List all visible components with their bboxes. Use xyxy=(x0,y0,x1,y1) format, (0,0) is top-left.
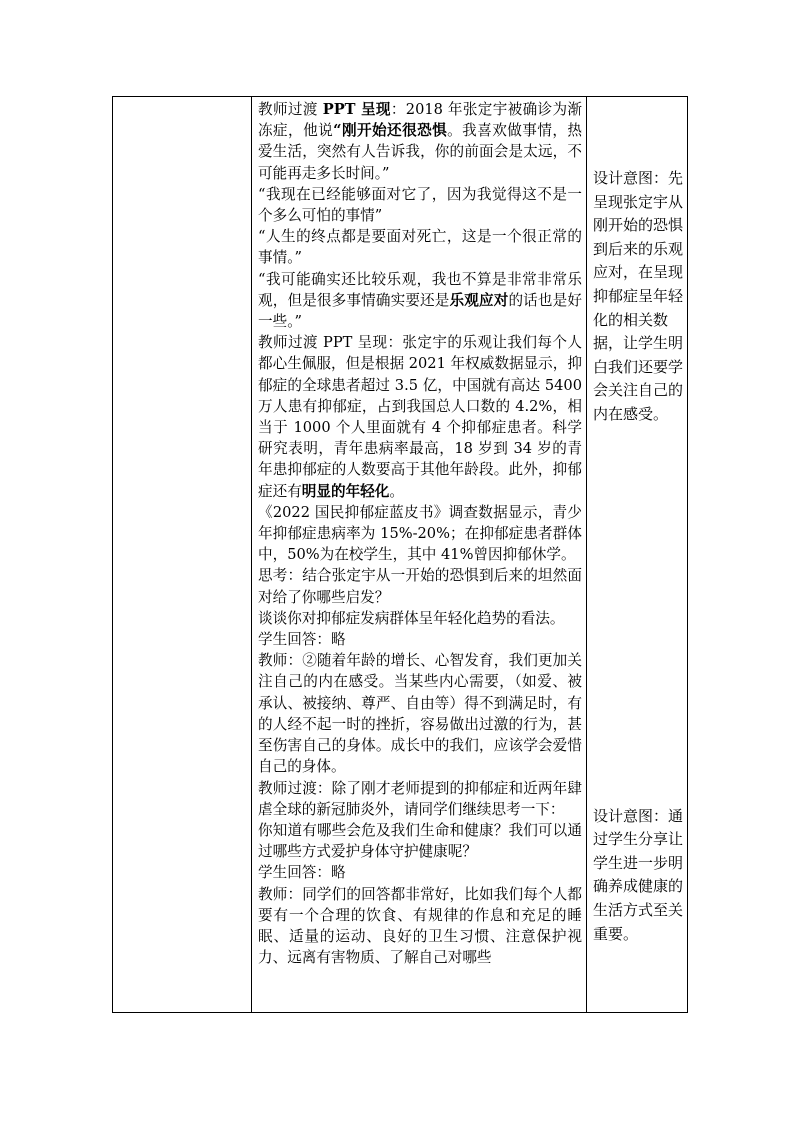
paragraph-ppt-1: 教师过渡 PPT 呈现：2018 年张定宇被确诊为渐冻症，他说“刚开始还很恐惧。我喜欢做事情，热爱生活，突然有人告诉我，你的前面会是太远，不可能再走多长时间。” xyxy=(258,101,582,182)
think-question-2: 谈谈你对抑郁症发病群体呈年轻化趋势的看法。 xyxy=(258,609,565,627)
lesson-table xyxy=(112,96,688,1013)
design-intent-text xyxy=(587,167,687,946)
teaching-process-cell xyxy=(252,97,587,1013)
quote-2: “人生的终点都是要面对死亡，这是一个很正常的事情。” xyxy=(258,228,582,267)
design-intent-1: 设计意图：先呈现张定宇从刚开始的恐惧到后来的乐观应对，在呈现抑郁症呈年轻化的相关数据，让学生明白我们还要学会关注自己的内在感受。 xyxy=(593,169,684,423)
paragraph-bluebook: 《2022 国民抑郁症蓝皮书》调查数据显示，青少年抑郁症患病率为 15%-20%；在抑郁症患者群体中，50%为在校学生，其中 41%曾因抑郁休学。 xyxy=(258,503,582,564)
teaching-process-text xyxy=(252,97,586,968)
table-row xyxy=(113,97,688,1013)
design-intent-2: 设计意图：通过学生分享让学生进一步明确养成健康的生活方式至关重要。 xyxy=(593,806,684,943)
design-intent-cell xyxy=(587,97,688,1013)
student-answer-1: 学生回答：略 xyxy=(258,631,346,649)
student-answer-2: 学生回答：略 xyxy=(258,864,346,882)
discussion-question: 你知道有哪些会危及我们生命和健康？我们可以通过哪些方式爱护身体守护健康呢？ xyxy=(258,821,582,861)
quote-3: “我可能确实还比较乐观，我也不算是非常非常乐观，但是很多事情确实要还是乐观应对的话也是好一些。” xyxy=(258,270,582,331)
left-column-cell xyxy=(113,97,252,1013)
teacher-paragraph-2: 教师：同学们的回答都非常好，比如我们每个人都要有一个合理的饮食、有规律的作息和充足的睡眠、适量的运动、良好的卫生习惯、注意保护视力、远离有害物质、了解自己对哪些 xyxy=(258,885,582,967)
teacher-paragraph-1: 教师：②随着年龄的增长、心智发育，我们更加关注自己的内在感受。当某些内心需要，（如爱、被承认、被接纳、尊严、自由等）得不到满足时，有的人经不起一时的挫折，容易做出过激的行为，甚至伤害自己的身体。成长中的我们，应该学会爱惜自己的身体。 xyxy=(258,652,582,776)
teacher-transition: 教师过渡：除了刚才老师提到的抑郁症和近两年肆虐全球的新冠肺炎外，请同学们继续思考一下： xyxy=(258,779,582,818)
think-question-1: 思考：结合张定宇从一开始的恐惧到后来的坦然面对给了你哪些启发？ xyxy=(258,567,582,606)
quote-1: “我现在已经能够面对它了，因为我觉得这不是一个多么可怕的事情” xyxy=(258,185,582,225)
paragraph-ppt-2: 教师过渡 PPT 呈现：张定宇的乐观让我们每个人都心生佩服，但是根据 2021 年权威数据显示，抑郁症的全球患者超过 3.5 亿，中国就有高达 5400 万人患有抑郁症，占到我国总人口数的 4.2%，相当于 1000 个人里面就有 4 个抑郁症患者。科学研究表明，青年患病率最高，18 岁到 34 岁的青年患抑郁症的人数要高于其他年龄段。此外，抑郁症还有明显的年轻化。 xyxy=(258,334,582,500)
